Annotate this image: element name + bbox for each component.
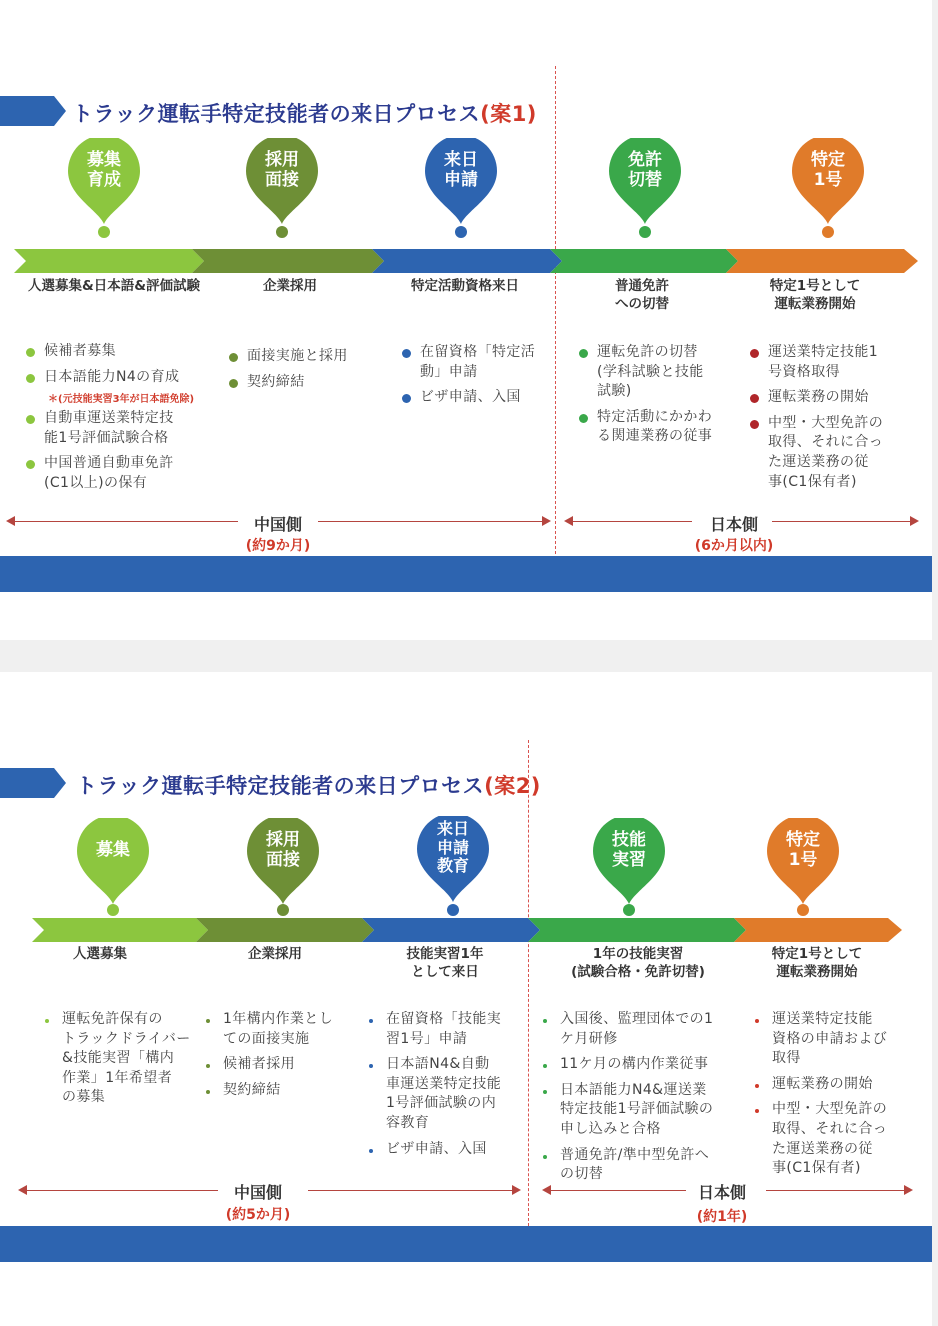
list-item: 中型・大型免許の 取得、それに合っ た運送業務の従 事(C1保有者) [752, 1100, 902, 1178]
bullet-list-recruit [24, 342, 214, 500]
region-divider [528, 740, 529, 1226]
note-text: ＊(元技能実習3年が日本語免除) [48, 394, 195, 405]
stage-label: 人選募集 [73, 946, 127, 962]
pin-technical-training: 技能 実習 [593, 818, 665, 908]
stage-label: 人選募集&日本語&評価試験 [27, 278, 201, 294]
japan-duration: (約1年) [696, 1209, 748, 1225]
timeline-dot [98, 226, 110, 238]
page-edge [932, 0, 938, 1326]
china-side-label: 中国側 [253, 515, 302, 534]
list-item: 候補者採用 [203, 1055, 353, 1075]
list-item: 運転免許保有の トラックドライバー &技能実習「構内 作業」1年希望者 の募集 [42, 1010, 192, 1108]
pin-hire-interview: 採用 面接 [246, 138, 318, 228]
timeline-dot [276, 226, 288, 238]
list-item: 1年構内作業とし ての面接実施 [203, 1010, 353, 1049]
pin-license-switch: 免許 切替 [609, 138, 681, 228]
title-arrow-icon [0, 96, 66, 126]
list-item: 中型・大型免許の 取得、それに合っ た運送業務の従 事(C1保有者) [748, 414, 908, 492]
range-line [766, 1190, 906, 1191]
range-line [12, 521, 238, 522]
bullet-list-recruit [42, 1010, 192, 1114]
title-arrow-icon [0, 768, 66, 798]
bullet-list-arrival [366, 1010, 526, 1165]
stage-label: 特定1号として 運転業務開始 [771, 946, 863, 980]
pin-recruit: 募集 [77, 818, 149, 908]
list-item: 自動車運送業特定技 能1号評価試験合格 [24, 409, 214, 448]
list-item: 面接実施と採用 [227, 347, 387, 367]
bullet-list-hire [227, 347, 387, 398]
list-item: 日本語N4&自動 車運送業特定技能 1号評価試験の内 容教育 [366, 1055, 526, 1133]
bullet-list-arrival [400, 343, 560, 414]
japan-side-label: 日本側 [709, 515, 758, 534]
list-item: ビザ申請、入国 [366, 1140, 526, 1160]
pin-recruit-train: 募集 育成 [68, 138, 140, 228]
slide-plan-1 [0, 0, 932, 640]
list-item: 普通免許/準中型免許へ の切替 [540, 1146, 740, 1185]
china-duration: (約9か月) [245, 538, 311, 554]
region-divider [555, 66, 556, 554]
list-item: 在留資格「特定活 動」申請 [400, 343, 560, 382]
list-item: 運転免許の切替 (学科試験と技能 試験) [577, 343, 737, 402]
list-item: 11ケ月の構内作業従事 [540, 1055, 740, 1075]
arrow-right-icon [512, 1185, 521, 1195]
timeline-dot [639, 226, 651, 238]
list-item: 入国後、監理団体での1 ケ月研修 [540, 1010, 740, 1049]
range-line [570, 521, 692, 522]
stage-label: 企業採用 [248, 946, 302, 962]
timeline-dot [107, 904, 119, 916]
range-line [308, 1190, 514, 1191]
bullet-list-specified [752, 1010, 902, 1185]
timeline-dot [797, 904, 809, 916]
footer-bar [0, 556, 932, 592]
stage-label: 企業採用 [263, 278, 317, 294]
stage-label: 特定活動資格来日 [411, 278, 519, 294]
timeline-dot [822, 226, 834, 238]
list-item: 運送業特定技能1 号資格取得 [748, 343, 908, 382]
bullet-list-hire [203, 1010, 353, 1106]
pin-specified-1: 特定 1号 [767, 818, 839, 908]
process-chevron-band [32, 918, 902, 942]
stage-label: 1年の技能実習 (試験合格・免許切替) [571, 946, 705, 980]
list-item: 運転業務の開始 [748, 388, 908, 408]
list-item: 運転業務の開始 [752, 1075, 902, 1095]
list-item: 候補者募集 [24, 342, 214, 362]
timeline-dot [623, 904, 635, 916]
list-item: 特定活動にかかわ る関連業務の従事 [577, 408, 737, 447]
list-item: 在留資格「技能実 習1号」申請 [366, 1010, 526, 1049]
arrow-right-icon [904, 1185, 913, 1195]
list-item: 運送業特定技能 資格の申請および 取得 [752, 1010, 902, 1069]
china-side-label: 中国側 [233, 1183, 282, 1202]
japan-side-label: 日本側 [697, 1183, 746, 1202]
list-item: 契約締結 [227, 373, 387, 393]
arrow-right-icon [542, 516, 551, 526]
pin-hire-interview: 採用 面接 [247, 818, 319, 908]
range-line [548, 1190, 686, 1191]
stage-label: 特定1号として 運転業務開始 [769, 278, 861, 312]
list-item: 日本語能力N4の育成 [24, 368, 214, 388]
timeline-dot [277, 904, 289, 916]
pin-arrival-application: 来日 申請 [425, 138, 497, 228]
list-item: 契約締結 [203, 1081, 353, 1101]
footer-bar [0, 1226, 932, 1262]
stage-label: 普通免許 への切替 [615, 278, 669, 312]
slide-plan-2 [0, 672, 932, 1326]
page-title: トラック運転手特定技能者の来日プロセス(案1) [72, 102, 537, 126]
stage-label: 技能実習1年 として来日 [406, 946, 484, 980]
arrow-right-icon [910, 516, 919, 526]
timeline-dot [455, 226, 467, 238]
list-item: 中国普通自動車免許 (C1以上)の保有 [24, 454, 214, 493]
list-item: ビザ申請、入国 [400, 388, 560, 408]
bullet-list-license [577, 343, 737, 453]
range-line [772, 521, 912, 522]
japan-duration: (6か月以内) [694, 538, 774, 554]
pin-arrival-education: 来日 申請 教育 [417, 816, 489, 906]
timeline-dot [447, 904, 459, 916]
process-chevron-band [14, 249, 918, 273]
bullet-list-training [540, 1010, 740, 1191]
range-line [318, 521, 544, 522]
pin-specified-1: 特定 1号 [792, 138, 864, 228]
bullet-list-specified [748, 343, 908, 498]
page-title: トラック運転手特定技能者の来日プロセス(案2) [76, 774, 541, 798]
range-line [24, 1190, 218, 1191]
china-duration: (約5か月) [225, 1207, 291, 1223]
list-item: 日本語能力N4&運送業 特定技能1号評価試験の 申し込みと合格 [540, 1081, 740, 1140]
